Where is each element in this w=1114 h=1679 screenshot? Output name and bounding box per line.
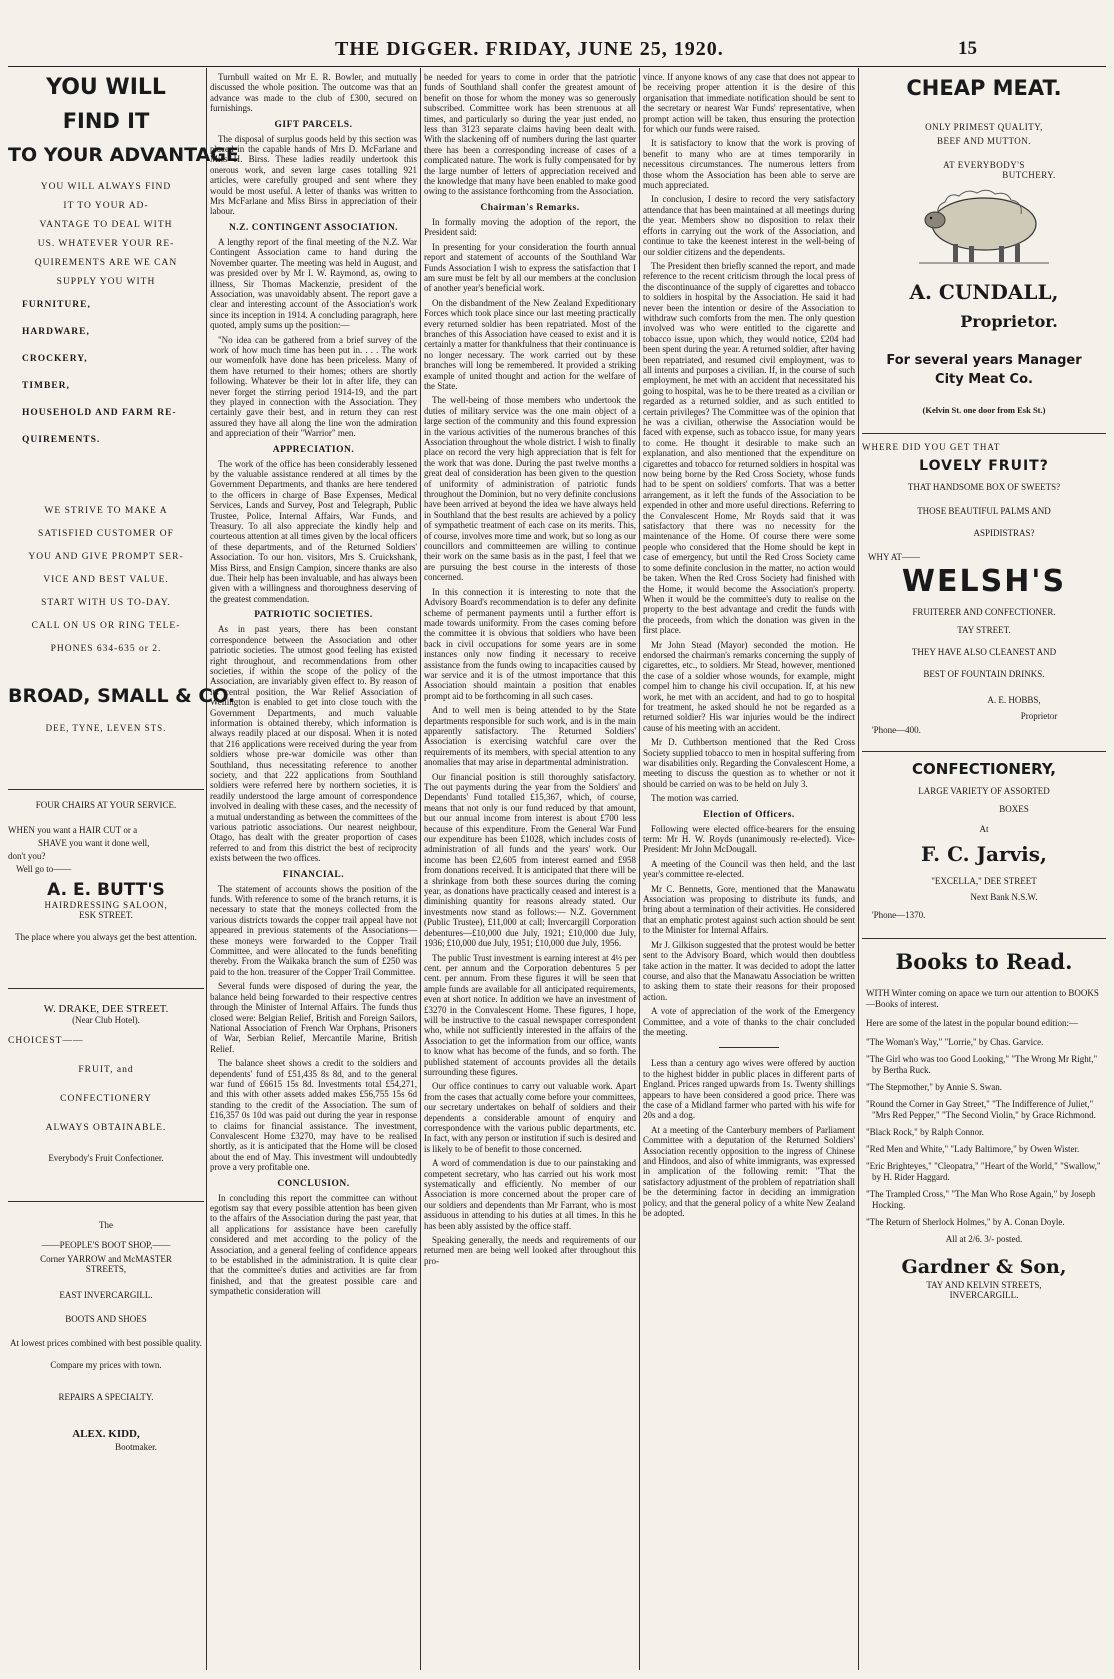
ad-text: Here are some of the latest in the popular bound edition:— bbox=[866, 1018, 1078, 1028]
ad-text: WITH Winter coming on apace we turn our attention to BOOKS—Books of interest. bbox=[866, 988, 1099, 1009]
article-paragraph: The work of the office has been considerably lessened by the valuable assistance rendered at all times by the Government Departments, and thanks are here tendered to the officers in charge of Base Expenses, Medical Services, Lands and Survey, Post and Telegraph, Public Trustee, Police, Internal Affairs, War Funds, and Treasury. To all also appreciate the kindly help and courteous attention at all times given by the local officers of these departments, and of the Returned Soldiers' Association. To our hon. visitors, Mrs S. Cruickshank, Miss Birss, and Ensign Campion, sincere thanks are also due. Their help has been invaluable, and has always been given with a willingness and thoroughness deserving of the greatest commendation. bbox=[210, 458, 417, 604]
ad-text: YOU AND GIVE PROMPT SER- bbox=[28, 552, 184, 562]
ad-item: QUIREMENTS. bbox=[22, 435, 101, 445]
ad-text: The place where you always get the best attention. bbox=[15, 932, 197, 942]
ad-item: FURNITURE, bbox=[22, 300, 91, 310]
column-rule bbox=[420, 68, 421, 1670]
ad-text: (Kelvin St. one door from Esk St.) bbox=[922, 405, 1046, 415]
ad-text: SHAVE you want it done well, bbox=[38, 838, 150, 848]
article-paragraph: A word of commendation is due to our painstaking and competent secretary, who has carried out his work most systematically and efficiently. No member of our Association is more concerned about the proper care of our soldiers and dependents than Mr Farrant, who is most assiduous in attending to his duties at all times. In this he has been ably assisted by the office staff. bbox=[424, 1158, 636, 1231]
article-paragraph: It is satisfactory to know that the work is proving of benefit to many who are at times temporarily in necessitous circumstances. The numerous letters from those whom the Association has been able to serve are much appreciated. bbox=[643, 138, 855, 191]
article-subheading: Election of Officers. bbox=[703, 809, 795, 820]
ad-text: STREETS, bbox=[85, 1264, 127, 1274]
article-paragraph: Following were elected office-bearers for the ensuing term: Mr H. W. Royds (unanimously re-elected). Vice-President: Mr John McDougall. bbox=[643, 823, 855, 855]
ad-text: ESK STREET. bbox=[79, 910, 133, 920]
column-rule bbox=[858, 68, 859, 1670]
ad-text: FOUR CHAIRS AT YOUR SERVICE. bbox=[35, 800, 177, 810]
article-paragraph: In concluding this report the committee can without egotism say that every possible attention has been given to the affairs of the Association during the past year, that all applications for assistance have been carefully considered and met according to the policy of the Association, and a general feeling of confidence appears to be established in the administration. It is quite clear that the committee's duties and activities are far from finished, and that the greatest possible care and sympathetic consideration will bbox=[210, 1192, 417, 1297]
article-paragraph: Turnbull waited on Mr E. R. Bowler, and mutually discussed the whole position. The outcome was that an advance was made to the club of £300, secured on furnishings. bbox=[210, 72, 417, 114]
ad-text: All at 2/6. 3/- posted. bbox=[945, 1234, 1023, 1244]
article-paragraph: The public Trust investment is earning interest at 4½ per cent. per annum and the Corporation debentures 5 per cent. per annum. From these figures it will be seen that ample funds are available for all anticipated requirements, even at short notice. In addition we have an investment of £3270 in the Convalescent Home. These figures, I hope, will be instructive to the casual newspaper correspondent who, while not sufficiently interested in the affairs of the Association to get the information from our office, wants to know what has become of the funds, and so forth. The published statement of accounts provides all the details surrounding these figures. bbox=[424, 952, 636, 1077]
article-paragraph: The balance sheet shows a credit to the soldiers and dependents' fund of £51,435 8s 8d, and to the general war fund of £6615 15s 8d. Investments total £54,271, and this with other assets added makes £56,755 15s 6d standing to the credit of the Association. The sum of £16,357 0s 10d was paid out during the year in response to claims for financial assistance. The investment, Convalescent Home £3270, may have to be realised shortly, as it is anticipated that the Home will be closed about the end of May. This investment will undoubtedly prove a very profitable one. bbox=[210, 1058, 417, 1173]
divider bbox=[862, 938, 1106, 939]
ad-text: WE STRIVE TO MAKE A bbox=[44, 506, 168, 516]
article-paragraph: In formally moving the adoption of the report, the President said: bbox=[424, 216, 636, 238]
ad-text: BUTCHERY. bbox=[1002, 170, 1056, 180]
ad-text: At bbox=[979, 824, 989, 834]
ad-cheap-meat bbox=[862, 76, 1106, 415]
divider bbox=[719, 1047, 779, 1048]
ad-name: Gardner & Son, bbox=[901, 1256, 1067, 1278]
book-listing: "The Trampled Cross," "The Man Who Rose Again," by Joseph Hocking. bbox=[866, 1189, 1096, 1210]
ad-text: CALL ON US OR RING TELE- bbox=[31, 621, 181, 631]
ad-text: VICE AND BEST VALUE. bbox=[43, 575, 169, 585]
ad-headline: YOU WILL bbox=[46, 75, 166, 100]
article-paragraph: vince. If anyone knows of any case that does not appear to be receiving proper attention it is the desire of this organisation that immediate notification should be sent to the secretary or nearest War Funds' representative, when prompt action will be taken, thus ensuring the protection for which our funds were raised. bbox=[643, 72, 855, 135]
book-listing: "The Woman's Way," "Lorrie," by Chas. Garvice. bbox=[866, 1037, 1044, 1047]
book-listing: "The Girl who was too Good Looking," "The Wrong Mr Right," by Bertha Ruck. bbox=[866, 1054, 1098, 1075]
article-paragraph: And to well men is being attended to by the State departments responsible for such work, and is in the main apparently satisfactory. The Returned Soldiers' Association is exercising watchful care over the requirements of its members, with special attention to any anomalies that may arise in departmental administration. bbox=[424, 705, 636, 768]
article-subheading: GIFT PARCELS. bbox=[274, 119, 353, 130]
article-column-4 bbox=[643, 72, 855, 1670]
article-paragraph: A vote of appreciation of the work of the Emergency Committee, and a vote of thanks to the chair concluded the meeting. bbox=[643, 1006, 855, 1037]
ad-text: TAY STREET. bbox=[957, 625, 1011, 635]
column-advertisements-left bbox=[8, 72, 239, 1670]
ad-text: For several years Manager bbox=[886, 353, 1082, 368]
article-paragraph: Speaking generally, the needs and requirements of our returned men are being well looked after throughout this pro- bbox=[424, 1235, 636, 1266]
ad-text: 'Phone—1370. bbox=[872, 910, 926, 920]
ad-text: THAT HANDSOME BOX OF SWEETS? bbox=[907, 482, 1061, 492]
ad-text: SATISFIED CUSTOMER OF bbox=[38, 529, 174, 539]
ad-headline: TO YOUR ADVANTAGE bbox=[8, 144, 239, 166]
divider bbox=[862, 751, 1106, 752]
ad-text: ALWAYS OBTAINABLE. bbox=[45, 1123, 167, 1133]
article-paragraph: In this connection it is interesting to note that the Advisory Board's recommendation is to defer any definite scheme of permanent payments until a further effort is made towards uniformity. From the cases coming before the committee it is obvious that soldiers who have been back in civil occupations for some years are in some instances only now finding it necessary to receive assistance from the funds owing to incapacities caused by war service and it is of the utmost importance that this Association should maintain a position that enables prompt aid to be forthcoming in all such cases. bbox=[424, 586, 636, 701]
book-listing: "Black Rock," by Ralph Connor. bbox=[866, 1127, 984, 1137]
ad-text: Next Bank N.S.W. bbox=[970, 892, 1038, 902]
article-paragraph: Less than a century ago wives were offered by auction to the highest bidder in public places in different parts of England. Prices ranged upwards from 1s. Twenty shillings appears to have been considered a good price. There was the case of a Midland farmer who parted with his wife for 20s and a dog. bbox=[643, 1058, 855, 1121]
newspaper-title: THE DIGGER. FRIDAY, JUNE 25, 1920. bbox=[335, 38, 724, 60]
ad-text: Corner YARROW and McMASTER bbox=[40, 1254, 172, 1264]
article-column-2 bbox=[210, 72, 417, 1670]
article-paragraph: At a meeting of the Canterbury members of Parliament Committee with a deputation of the Returned Soldiers' Association recently opposition to the ingress of Chinese and Hindoos, and also of white immigrants, was expressed in amplication of the following remit: "That the satisfactory adjustment of the problem of repatriation shall be the determining factor in deciding an immigration policy, and that the general policy of a white New Zealand be adopted. bbox=[643, 1124, 855, 1219]
ad-name: A. CUNDALL, bbox=[909, 280, 1059, 304]
ad-item: CROCKERY, bbox=[22, 354, 88, 364]
ad-text: US. WHATEVER YOUR RE- bbox=[37, 239, 175, 249]
article-subheading: Chairman's Remarks. bbox=[480, 202, 580, 213]
ad-headline: CONFECTIONERY, bbox=[912, 760, 1056, 778]
column-rule bbox=[206, 68, 207, 1670]
divider bbox=[8, 789, 204, 790]
ad-item: HOUSEHOLD AND FARM RE- bbox=[22, 408, 177, 418]
page-number: 15 bbox=[958, 38, 977, 59]
ad-jarvis bbox=[862, 760, 1106, 920]
ad-item: HARDWARE, bbox=[22, 327, 90, 337]
divider bbox=[862, 433, 1106, 434]
ad-text: CONFECTIONERY bbox=[60, 1094, 152, 1104]
column-advertisements-right bbox=[862, 72, 1106, 1670]
ad-butt bbox=[8, 800, 204, 942]
sheep-illustration-icon bbox=[909, 186, 1059, 266]
ad-text: HAIRDRESSING SALOON, bbox=[44, 900, 168, 910]
column-rule bbox=[639, 68, 640, 1670]
ad-text: WHERE DID YOU GET THAT bbox=[862, 442, 1001, 452]
firm-name: BROAD, SMALL & CO. bbox=[8, 685, 236, 707]
ad-text: CHOICEST—— bbox=[8, 1036, 84, 1046]
ad-name: A. E. BUTT'S bbox=[47, 880, 165, 900]
article-paragraph: Several funds were disposed of during the year, the balance held being forwarded to their respective centres through the Minister of Internal Affairs. The funds thus closed were: Belgian Relief, British and Foreign Sailors, National Association of French War Orphans, Prisoners of War, Serbian Relief, Mercantile Marine, British Relief. bbox=[210, 981, 417, 1054]
ad-text: Compare my prices with town. bbox=[50, 1360, 162, 1370]
ad-text: Bootmaker. bbox=[115, 1442, 157, 1452]
ad-text: THOSE BEAUTIFUL PALMS AND bbox=[917, 506, 1051, 516]
article-paragraph: The disposal of surplus goods held by this section was placed in the capable hands of Mrs D. McFarlane and Miss H. Birss. These ladies readily undertook this onerous work, and seven large cases totalling 921 articles, were carefully grouped and sent where they would be most useful. A letter of thanks was written to Mrs McFarlane and Miss Birss in appreciation of their labour. bbox=[210, 133, 417, 217]
ad-text: START WITH US TO-DAY. bbox=[41, 598, 171, 608]
ad-text: Proprietor. bbox=[960, 312, 1058, 331]
ad-text: INVERCARGILL. bbox=[949, 1290, 1019, 1300]
article-subheading: FINANCIAL. bbox=[282, 869, 345, 880]
ad-name: WELSH'S bbox=[901, 564, 1067, 599]
masthead bbox=[0, 0, 1114, 60]
ad-text: Everybody's Fruit Confectioner. bbox=[48, 1153, 164, 1163]
firm-address: DEE, TYNE, LEVEN STS. bbox=[45, 723, 167, 733]
ad-text: LARGE VARIETY OF ASSORTED bbox=[918, 786, 1050, 796]
ad-text: WHEN you want a HAIR CUT or a bbox=[8, 825, 138, 835]
article-paragraph: Our office continues to carry out valuable work. Apart from the cases that actually come before your committees, our secretary undertakes on behalf of soldiers and their dependents a considerable amount of enquiry and correspondence with the various public departments, etc. In fact, with any person or institution if such is desired and is likely to be of benefit to those concerned. bbox=[424, 1081, 636, 1154]
ad-welsh bbox=[862, 442, 1106, 735]
ad-broad-small bbox=[8, 74, 239, 733]
ad-text: FRUITERER AND CONFECTIONER. bbox=[912, 607, 1056, 617]
ad-text: don't you? bbox=[8, 851, 46, 861]
ad-drake bbox=[8, 1003, 204, 1163]
book-listing: "Eric Brighteyes," "Cleopatra," "Heart of the World," "Swallow," by H. Rider Haggard. bbox=[866, 1161, 1101, 1182]
article-paragraph: Mr D. Cuthbertson mentioned that the Red Cross Society supplied tobacco to men in hospital suffering from war disabilities only. Regarding the Convalescent Home, a meeting to discuss the question as to whether or not it should be carried on was to be held on July 3. bbox=[643, 737, 855, 789]
ad-text: City Meat Co. bbox=[935, 372, 1033, 387]
ad-kidd bbox=[8, 1220, 204, 1452]
ad-headline: FIND IT bbox=[62, 109, 150, 133]
ad-text: ——PEOPLE'S BOOT SHOP,—— bbox=[41, 1240, 171, 1250]
book-listing: "The Stepmother," by Annie S. Swan. bbox=[866, 1082, 1002, 1092]
ad-books bbox=[862, 949, 1106, 1300]
ad-text: "EXCELLA," DEE STREET bbox=[931, 876, 1037, 886]
divider bbox=[8, 1201, 204, 1202]
ad-text: The bbox=[99, 1220, 113, 1230]
article-paragraph: In presenting for your consideration the fourth annual report and statement of accounts of the Southland War Funds Association I wish to express the satisfaction that I am sure must be felt by all our members at the conclusion of another year's beneficial work. bbox=[424, 241, 636, 294]
article-paragraph: The motion was carried. bbox=[651, 793, 739, 804]
article-paragraph: The well-being of those members who undertook the duties of military service was the one main object of a large section of the community and this found expression in the various activities of the numerous branches of this Association throughout the whole district. I wish to finally place on record the very high appreciation that is felt for the work that was done. During the past twelve months a great deal of consideration has been given to the question of uniformity of administration of patriotic funds throughout the Dominion, but no very definite conclusions have been arrived at beyond the idea we have always held in Southland that the best results are achieved by a policy of sympathetic treatment of each case on its merits. This, of course, involves more time and work, but so long as our councillors and committeemen are willing to continue their work on the same basis as in the past, I feel that we are pursuing the best course in the interests of those concerned. bbox=[424, 395, 636, 583]
article-paragraph: On the disbandment of the New Zealand Expeditionary Forces which took place since our last meeting practically every returned soldier has been repatriated. Most of the branches of this Association have ceased to exist and it is certainly a matter for thankfulness that their continuance is no longer necessary. The work carried out by these branches will long be remembered. It provided a striking example of united thought and action for the welfare of the State. bbox=[424, 297, 636, 391]
ad-text: AT EVERYBODY'S bbox=[943, 160, 1025, 170]
ad-text: THEY HAVE ALSO CLEANEST AND bbox=[911, 647, 1057, 657]
article-subheading: N.Z. CONTINGENT ASSOCIATION. bbox=[228, 222, 399, 233]
article-paragraph: Mr John Stead (Mayor) seconded the motion. He endorsed the chairman's remarks concerning the supply of cigarettes, etc., to soldiers. Mr Stead, however, mentioned the case of a soldier whose wounds, for example, might compel him to change his civil occupation. If, at his new work, he met with an accident, and had to go to hospital for treatment, he asked should he not be regarded as a returned soldier? His war injuries would be the indirect cause of his meeting with an accident. bbox=[643, 639, 855, 733]
ad-text: ONLY PRIMEST QUALITY, bbox=[925, 122, 1043, 132]
article-paragraph: "No idea can be gathered from a brief survey of the work of how much time has been put in. . . . The work our womenfolk have done has been priceless. Many of them have returned to their homes; others are shortly following. Whatever be their lot in after life, they can never forget the stirring period 1914-19, and the part they played in connection with the Association. They certainly gave their best, and in return they can rest assured they have all along the line won the admiration and appreciation of their "Warrior" men. bbox=[210, 334, 417, 439]
ad-text: EAST INVERCARGILL. bbox=[59, 1290, 153, 1300]
ad-text: BOXES bbox=[999, 804, 1029, 814]
ad-text: IT TO YOUR AD- bbox=[63, 201, 149, 211]
article-paragraph: In conclusion, I desire to record the very satisfactory attendance that has been maintained at all meetings during the year. Members show no disposition to relax their efforts in carrying out the work of the Association, and continue to take the keenest interest in the well-being of our soldier citizens and the dependents. bbox=[643, 194, 855, 257]
ad-name: F. C. Jarvis, bbox=[920, 842, 1047, 866]
divider bbox=[8, 988, 204, 989]
article-paragraph: The statement of accounts shows the position of the funds. With reference to some of the branch returns, it is necessary to state that the moneys collected from the various districts towards the copper trail appeal have not appeared in previous statements of the Associations—these moneys were forwarded to the Copper Trail Committee, and were allocated to the funds benefiting thereby. From the Waikaka branch the sum of £250 was paid to the hon. treasurer of the Copper Trail Committee. bbox=[210, 883, 417, 977]
article-paragraph: Our financial position is still thoroughly satisfactory. The out payments during the year from the Soldiers' and Dependants' Fund totalled £15,367, which, of course, means that not only is our fund reduced by that amount, but our annual income from interest is about £700 less because of this expenditure. From the General War Fund our expenditure has been £1028, which includes costs of administration of all funds and the years' work. Our income has been £2,605 from interest earned and £958 from donations received. It is anticipated that there will be a shrinkage from both these sources during the coming year, as donations have practically ceased and interest is a diminishing quantity for reasons already stated. Our investments now stand as follows:— N.Z. Government (Public Trustee), £11,000 at call; Invercargill Corporation debentures—£10,000 due July, 1921; £10,000 due July, 1936; £10,000 due July, 1951; £10,000 due July, 1956. bbox=[424, 771, 636, 949]
ad-text: Well go to—— bbox=[16, 864, 72, 874]
ad-headline: LOVELY FRUIT? bbox=[919, 458, 1049, 474]
article-paragraph: A lengthy report of the final meeting of the N.Z. War Contingent Association came to hand during the November quarter. The meeting was held in August, and was presided over by Mr I. W. Raymond, as, owing to illness, Sir Thomas Mackenzie, president of the Association, was unavoidably absent. The report gave a clear and interesting account of the Association's work since its inception in 1914. A concluding paragraph, here quoted, amply sums up the position:— bbox=[210, 236, 417, 331]
ad-item: TIMBER, bbox=[22, 381, 70, 391]
article-subheading: PATRIOTIC SOCIETIES. bbox=[254, 610, 373, 621]
ad-text: A. E. HOBBS, bbox=[987, 695, 1041, 705]
book-listing: "Red Men and White," "Lady Baltimore," by Owen Wister. bbox=[866, 1144, 1080, 1154]
ad-text: YOU WILL ALWAYS FIND bbox=[40, 182, 172, 192]
article-subheading: APPRECIATION. bbox=[272, 444, 355, 455]
ad-text: FRUIT, and bbox=[78, 1065, 134, 1075]
book-listing: "Round the Corner in Gay Street," "The Indifference of Juliet," "Mrs Red Pepper," "The Second Violin," by Grace Richmond. bbox=[866, 1099, 1096, 1120]
ad-text: (Near Club Hotel). bbox=[72, 1015, 140, 1025]
ad-name: W. DRAKE, DEE STREET. bbox=[43, 1003, 169, 1015]
article-paragraph: Mr C. Bennetts, Gore, mentioned that the Manawatu Association was proposing to distribute its funds, and bring about a termination of their activities. He considered that an emphatic protest against such action should be sent to the Minister for Internal Affairs. bbox=[643, 883, 855, 936]
book-listing: "The Return of Sherlock Holmes," by A. Conan Doyle. bbox=[866, 1217, 1065, 1227]
ad-text: WHY AT—— bbox=[868, 552, 920, 562]
ad-text: 'Phone—400. bbox=[872, 725, 921, 735]
ad-text: BOOTS AND SHOES bbox=[65, 1314, 147, 1324]
ad-text: SUPPLY YOU WITH bbox=[56, 277, 156, 287]
ad-headline: Books to Read. bbox=[895, 949, 1073, 974]
ad-text: VANTAGE TO DEAL WITH bbox=[39, 220, 173, 230]
ad-text: REPAIRS A SPECIALTY. bbox=[58, 1392, 154, 1402]
ad-text: Proprietor bbox=[1020, 711, 1058, 721]
ad-text: TAY AND KELVIN STREETS, bbox=[926, 1280, 1042, 1290]
ad-text: At lowest prices combined with best possible quality. bbox=[10, 1338, 202, 1348]
ad-name: ALEX. KIDD, bbox=[72, 1428, 140, 1440]
ad-text: ASPIDISTRAS? bbox=[973, 528, 1035, 538]
article-column-3 bbox=[424, 72, 636, 1670]
ad-text: BEST OF FOUNTAIN DRINKS. bbox=[923, 669, 1045, 679]
masthead-rule bbox=[8, 66, 1106, 67]
article-paragraph: The President then briefly scanned the report, and made reference to the recent criticism through the local press of the discontinuance of the supply of cigarettes and tobacco to soldiers in hospital by the Association. He said it had never been the intention or desire of the Association to withdraw such comforts from the men. The only question involved was who were entitled to the cigarette and tobacco issue, upon which, they would notice, £204 had been spent during the year. A returned soldier, after having been repatriated, and resumed civil employment, was to all intents and purposes a civilian. If, in the course of such employment, he met with an accident that necessitated his going to hospital, was he to be there treated as a civilian or regarded as a returned soldier, and as such entitled to certain privileges? The Committee was of the opinion that he was a civilian, otherwise the Association would be faced with expense, such as tobacco issue, for many years to come. He thought it desirable to make such an explanation, and also mentioned that the expenditure on cigarettes and tobacco for returned soldiers in hospital was now being borne by the Red Cross Society, whose funds had to be spent on soldiers' comforts. That was a better arrangement, as it left the funds of the Association to be expended in other and more useful directions. Referring to the Convalescent Home, Mr Royds said that it was satisfactory that there was no necessity for the maintenance of the Home. Of course there were some people who considered that the Home should be kept in case of emergency, but until the Red Cross Society came to some definite conclusion in the matter, no action would be taken. When the Red Cross Society had finished with the Home, it would become the Association's property. When it would be the committee's duty to realise on the property to the best advantage and credit the funds with the proceeds, from which the donation was given in the first place. bbox=[643, 260, 855, 636]
article-subheading: CONCLUSION. bbox=[277, 1178, 350, 1189]
article-paragraph: A meeting of the Council was then held, and the last year's committee re-elected. bbox=[643, 858, 855, 880]
article-paragraph: be needed for years to come in order that the patriotic funds of Southland shall confer the greatest amount of benefit on those for whom the money was so generously subscribed. Committee work has been strenuous at all times, and particularly so during the year just ended, no less than 3123 separate claims having been dealt with. With the slackening off of numbers during the last quarter there has been a corresponding increase of cases of a complicated nature. The work is fully compensated for by the large number of letters of appreciation received and the knowledge that many have been enabled to make good owing to the assistance forthcoming from the Association. bbox=[424, 72, 636, 197]
article-paragraph: As in past years, there has been constant correspondence between the Association and other patriotic societies. The utmost good feeling has existed right throughout, and recommendations from other societies, if within the scope of the policy of the Association, are invariably given effect to. By reason of its central position, the War Relief Association of Wellington is enabled to get into close touch with the Government Departments, and much valuable information is obtained thereby, which information is always readily placed at our disposal. When it is noted that 216 applications were received during the year from soldiers whose pre-war domicile was other than Southland, thus necessitating reference to another society, and that 222 applications from Southland soldiers were referred here by northern societies, it is readily understood the large amount of correspondence involved in dealing with these cases, and the necessity of a mutual understanding as between the committees of the various patriotic associations. Our nearest neighbour, Otago, has dealt with the greater proportion of cases referred to and from this district the best of reciprocity exists between the two offices. bbox=[210, 624, 417, 864]
ad-text: QUIREMENTS ARE WE CAN bbox=[34, 258, 178, 268]
ad-text: BEEF AND MUTTON. bbox=[936, 136, 1032, 146]
article-paragraph: Mr J. Gilkison suggested that the protest would be better sent to the Advisory Board, which would then doubtless take action in the matter. It was decided to adopt the latter course, and also that the Manawatu Association be written to asking them to state their reasons for their proposed action. bbox=[643, 939, 855, 1002]
ad-headline: CHEAP MEAT. bbox=[906, 76, 1062, 100]
ad-text: PHONES 634-635 or 2. bbox=[50, 644, 162, 654]
